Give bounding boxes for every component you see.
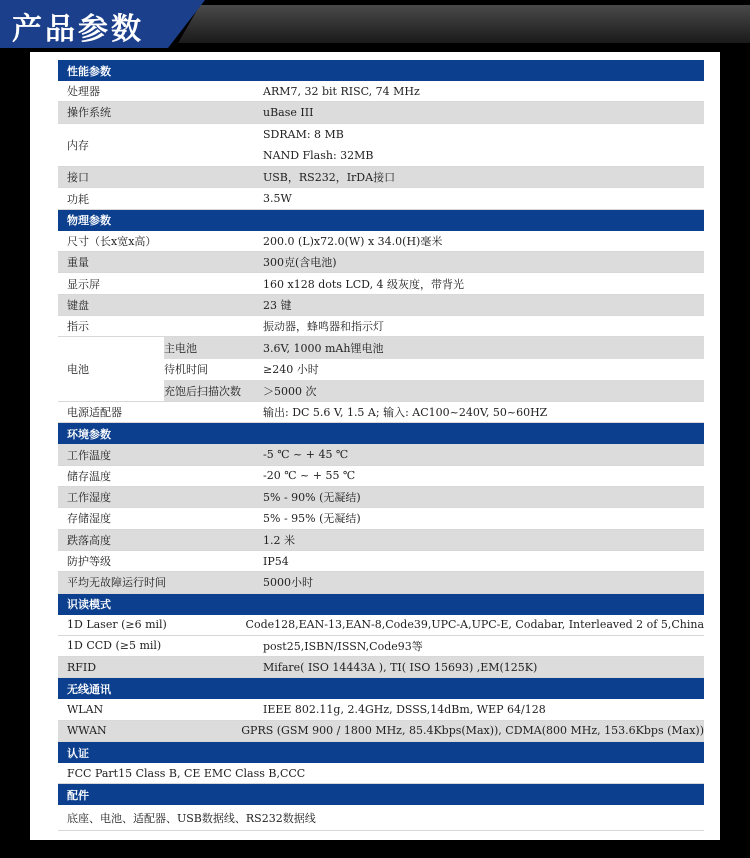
row-label: 平均无故障运行时间: [67, 576, 166, 590]
table-row: [58, 615, 704, 636]
battery-subrow: [164, 337, 704, 358]
row-label: 显示屏: [67, 277, 100, 291]
row-label: 内存: [67, 138, 89, 152]
sub-label: 待机时间: [164, 363, 208, 377]
table-row: [58, 402, 704, 423]
section-header-wireless: [58, 678, 704, 699]
sub-value: ≥240 小时: [263, 363, 319, 377]
row-value: IEEE 802.11g, 2.4GHz, DSSS,14dBm, WEP 64/128: [263, 703, 546, 717]
row-label: 存储湿度: [67, 512, 111, 526]
row-value: 输出: DC 5.6 V, 1.5 A; 输入: AC100~240V, 50~60HZ: [263, 406, 548, 420]
row-value: USB，RS232，IrDA接口: [263, 171, 396, 185]
table-row: [58, 295, 704, 316]
row-label: 指示: [67, 320, 89, 334]
row-value: 200.0 (L)x72.0(W) x 34.0(H)毫米: [263, 234, 443, 248]
row-value: post25,ISBN/ISSN,Code93等: [263, 639, 423, 653]
table-row: [58, 763, 704, 784]
row-value: Code128,EAN-13,EAN-8,Code39,UPC-A,UPC-E, Codabar, Interleaved 2 of 5,China: [245, 618, 704, 632]
table-row: [58, 466, 704, 487]
header-banner: [0, 0, 750, 48]
table-row: [58, 530, 704, 551]
table-row: [58, 316, 704, 337]
row-value: 5% - 90% (无凝结): [263, 491, 361, 505]
row-label: 1D Laser (≥6 mil): [67, 618, 167, 632]
table-row: [58, 657, 704, 678]
sub-label: 主电池: [164, 341, 197, 355]
section-header-physical: [58, 210, 704, 231]
table-row: [58, 721, 704, 742]
row-value: 23 键: [263, 298, 292, 312]
row-label: WWAN: [67, 724, 107, 738]
row-value: NAND Flash: 32MB: [263, 149, 374, 163]
row-value: 5000小时: [263, 576, 313, 590]
table-row: [58, 102, 704, 123]
row-label: 重量: [67, 256, 89, 270]
row-value: 振动器，蜂鸣器和指示灯: [263, 320, 384, 334]
row-value: GPRS (GSM 900 / 1800 MHz, 85.4Kbps(Max)), CDMA(800 MHz, 153.6Kbps (Max)): [241, 724, 704, 738]
table-row: [58, 444, 704, 465]
row-label: 操作系统: [67, 106, 111, 120]
row-label: 接口: [67, 171, 89, 185]
row-label: 1D CCD (≥5 mil): [67, 639, 162, 653]
row-label: 储存温度: [67, 469, 111, 483]
row-label: 处理器: [67, 85, 100, 99]
table-row-battery: [58, 337, 704, 402]
row-value: 300克(含电池): [263, 256, 337, 270]
row-label: 键盘: [67, 298, 89, 312]
table-row: [58, 273, 704, 294]
row-label: 防护等级: [67, 555, 111, 569]
row-value: 5% - 95% (无凝结): [263, 512, 361, 526]
row-value: 1.2 米: [263, 533, 295, 547]
sub-label: 充饱后扫描次数: [164, 384, 241, 398]
section-title: 性能参数: [67, 64, 111, 78]
row-value: IP54: [263, 554, 289, 568]
battery-subrow: [164, 380, 704, 401]
sub-value: ＞5000 次: [263, 384, 317, 398]
row-value: 底座、电池、适配器、USB数据线、RS232数据线: [67, 811, 316, 825]
spec-table: [58, 60, 704, 831]
row-label: 尺寸（长x宽x高）: [67, 234, 157, 248]
table-row: [58, 551, 704, 572]
row-label: 电池: [67, 363, 89, 377]
section-title: 环境参数: [67, 427, 111, 441]
section-header-environment: [58, 423, 704, 444]
row-label: 功耗: [67, 192, 89, 206]
table-row: [58, 487, 704, 508]
table-row: [58, 252, 704, 273]
table-row: [58, 805, 704, 831]
row-value: SDRAM: 8 MB: [263, 127, 344, 141]
table-row: [58, 81, 704, 102]
section-header-scan: [58, 594, 704, 615]
row-value: -5 ℃ ~ + 45 ℃: [263, 448, 349, 462]
row-value: 160 x128 dots LCD, 4 级灰度，带背光: [263, 277, 465, 291]
row-value: -20 ℃ ~ + 55 ℃: [263, 469, 356, 483]
table-row: [58, 572, 704, 593]
table-row: [58, 699, 704, 720]
table-row: [58, 167, 704, 188]
table-row: [58, 231, 704, 252]
section-title: 认证: [67, 746, 89, 760]
spec-sheet: [30, 52, 720, 840]
row-label: 工作湿度: [67, 491, 111, 505]
row-value: uBase III: [263, 105, 314, 119]
row-value: 3.5W: [263, 192, 292, 206]
row-label: RFID: [67, 660, 97, 674]
row-value: ARM7, 32 bit RISC, 74 MHz: [263, 84, 420, 98]
section-title: 配件: [67, 788, 89, 802]
row-label: 工作温度: [67, 448, 111, 462]
table-row-memory: [58, 124, 704, 168]
section-title: 物理参数: [67, 214, 111, 228]
page-title: 产品参数: [12, 12, 144, 47]
row-value: FCC Part15 Class B, CE EMC Class B,CCC: [67, 766, 306, 780]
banner-stripe: [178, 5, 750, 43]
table-row: [58, 188, 704, 209]
row-label: 跌落高度: [67, 533, 111, 547]
section-header-accessories: [58, 784, 704, 805]
table-row: [58, 508, 704, 529]
section-header-cert: [58, 742, 704, 763]
table-row: [58, 636, 704, 657]
section-header-performance: [58, 60, 704, 81]
row-label: 电源适配器: [67, 406, 122, 420]
sub-value: 3.6V, 1000 mAh锂电池: [263, 341, 384, 355]
section-title: 无线通讯: [67, 682, 111, 696]
row-label: WLAN: [67, 703, 104, 717]
battery-subrow: [164, 359, 704, 380]
row-value: Mifare( ISO 14443A ), TI( ISO 15693) ,EM(125K): [263, 660, 538, 674]
section-title: 识读模式: [67, 598, 111, 612]
